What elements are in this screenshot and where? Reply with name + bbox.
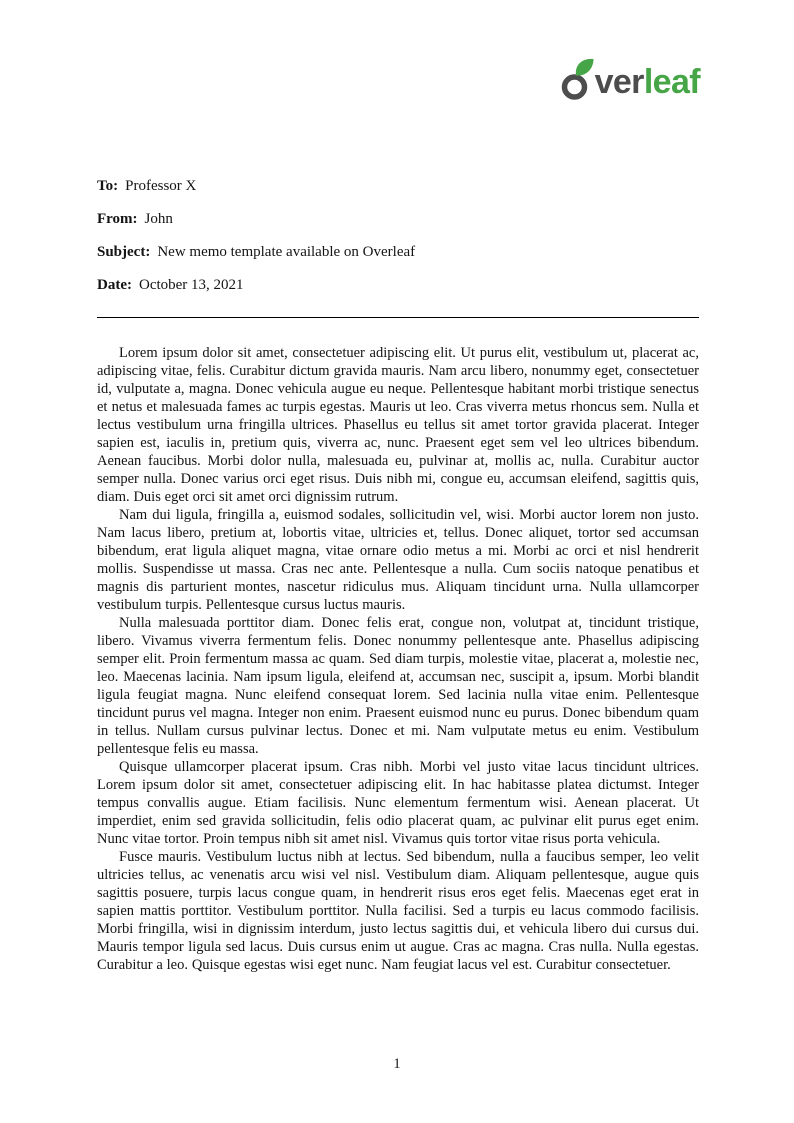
- field-value-to: Professor X: [125, 178, 197, 194]
- memo-content: [97, 177, 699, 974]
- memo-body: [97, 344, 699, 974]
- body-paragraph-3: Nulla malesuada porttitor diam. Donec felis erat, congue non, volutpat at, tincidunt tristique, libero. Vivamus viverra fermentum felis. Donec nonummy pellentesque ante. Phasellus adipiscing semper elit. Proin fermentum massa ac quam. Sed diam turpis, molestie vitae, placerat a, molestie nec, leo. Maecenas lacinia. Nam ipsum ligula, eleifend at, accumsan nec, suscipit a, ipsum. Morbi blandit ligula feugiat magna. Nunc eleifend consequat lorem. Sed lacinia nulla vitae enim. Pellentesque tincidunt purus vel magna. Integer non enim. Praesent euismod nunc eu purus. Donec bibendum quam in tellus. Nullam cursus pulvinar lectus. Donec et mi. Nam vulputate metus eu enim. Vestibulum pellentesque felis eu massa.: [97, 615, 699, 757]
- field-label-from: From:: [97, 211, 138, 227]
- body-paragraph-5: Fusce mauris. Vestibulum luctus nibh at lectus. Sed bibendum, nulla a faucibus semper, leo velit ultricies tellus, ac venenatis arcu wisi vel nisl. Vestibulum diam. Aliquam pellentesque, augue quis sagittis posuere, turpis lacus congue quam, in hendrerit risus eros eget felis. Maecenas eget erat in sapien mattis porttitor. Vestibulum porttitor. Nulla facilisi. Sed a turpis eu lacus commodo facilisis. Morbi fringilla, wisi in dignissim interdum, justo lectus sagittis dui, et vehicula libero dui cursus dui. Mauris tempor ligula sed lacus. Duis cursus enim ut augue. Cras ac magna. Cras nulla. Nulla egestas. Curabitur a leo. Quisque egestas wisi eget nunc. Nam feugiat lacus vel est. Curabitur consectetuer.: [97, 849, 699, 973]
- memo-field-subject: [97, 243, 699, 262]
- memo-field-date: [97, 276, 699, 295]
- logo-text-leaf: leaf: [643, 63, 700, 101]
- divider-rule: [97, 317, 699, 318]
- field-label-date: Date:: [97, 277, 132, 293]
- logo-row: [560, 58, 700, 99]
- field-label-to: To:: [97, 178, 119, 194]
- memo-field-to: [97, 177, 699, 196]
- field-label-subject: Subject:: [97, 244, 151, 260]
- body-paragraph-1: Lorem ipsum dolor sit amet, consectetuer adipiscing elit. Ut purus elit, vestibulum ut, placerat ac, adipiscing vitae, felis. Curabitur dictum gravida mauris. Nam arcu libero, nonummy eget, consectetuer id, vulputate a, magna. Donec vehicula augue eu neque. Pellentesque habitant morbi tristique senectus et netus et malesuada fames ac turpis egestas. Mauris ut leo. Cras viverra metus rhoncus sem. Nulla et lectus vestibulum urna fringilla ultrices. Phasellus eu tellus sit amet tortor gravida placerat. Integer sapien est, iaculis in, pretium quis, viverra ac, nunc. Praesent eget sem vel leo ultrices bibendum. Aenean faucibus. Morbi dolor nulla, malesuada eu, pulvinar at, mollis ac, nulla. Curabitur auctor semper nulla. Donec varius orci eget risus. Duis nibh mi, congue eu, accumsan eleifend, sagittis quis, diam. Duis eget orci sit amet orci dignissim rutrum.: [97, 345, 699, 505]
- memo-field-from: [97, 210, 699, 229]
- body-paragraph-2: Nam dui ligula, fringilla a, euismod sodales, sollicitudin vel, wisi. Morbi auctor lorem non justo. Nam lacus libero, pretium at, lobortis vitae, ultricies et, tellus. Donec aliquet, tortor sed accumsan bibendum, erat ligula aliquet magna, vitae ornare odio metus a mi. Morbi ac orci et nisl hendrerit mollis. Suspendisse ut massa. Cras nec ante. Pellentesque a nulla. Cum sociis natoque penatibus et magnis dis parturient montes, nascetur ridiculus mus. Aliquam tincidunt urna. Nulla ullamcorper vestibulum turpis. Pellentesque cursus luctus mauris.: [97, 507, 699, 613]
- overleaf-logo: [560, 58, 700, 99]
- field-value-subject: New memo template available on Overleaf: [157, 244, 416, 260]
- body-paragraph-4: Quisque ullamcorper placerat ipsum. Cras nibh. Morbi vel justo vitae lacus tincidunt ultrices. Lorem ipsum dolor sit amet, consectetuer adipiscing elit. In hac habitasse platea dictumst. Integer tempus convallis augue. Etiam facilisis. Nunc elementum fermentum wisi. Aenean placerat. Ut imperdiet, enim sed gravida sollicitudin, felis odio placerat quam, ac pulvinar elit purus eget enim. Nunc vitae tortor. Proin tempus nibh sit amet nisl. Vivamus quis tortor vitae risus porta vehicula.: [97, 759, 699, 847]
- memo-header: [97, 177, 699, 295]
- page-number: 1: [393, 1056, 401, 1072]
- overleaf-leaf-icon: [560, 58, 594, 100]
- field-value-date: October 13, 2021: [138, 277, 244, 293]
- logo-text-over: ver: [594, 63, 644, 101]
- field-value-from: John: [144, 211, 173, 227]
- page-footer: [0, 1056, 794, 1073]
